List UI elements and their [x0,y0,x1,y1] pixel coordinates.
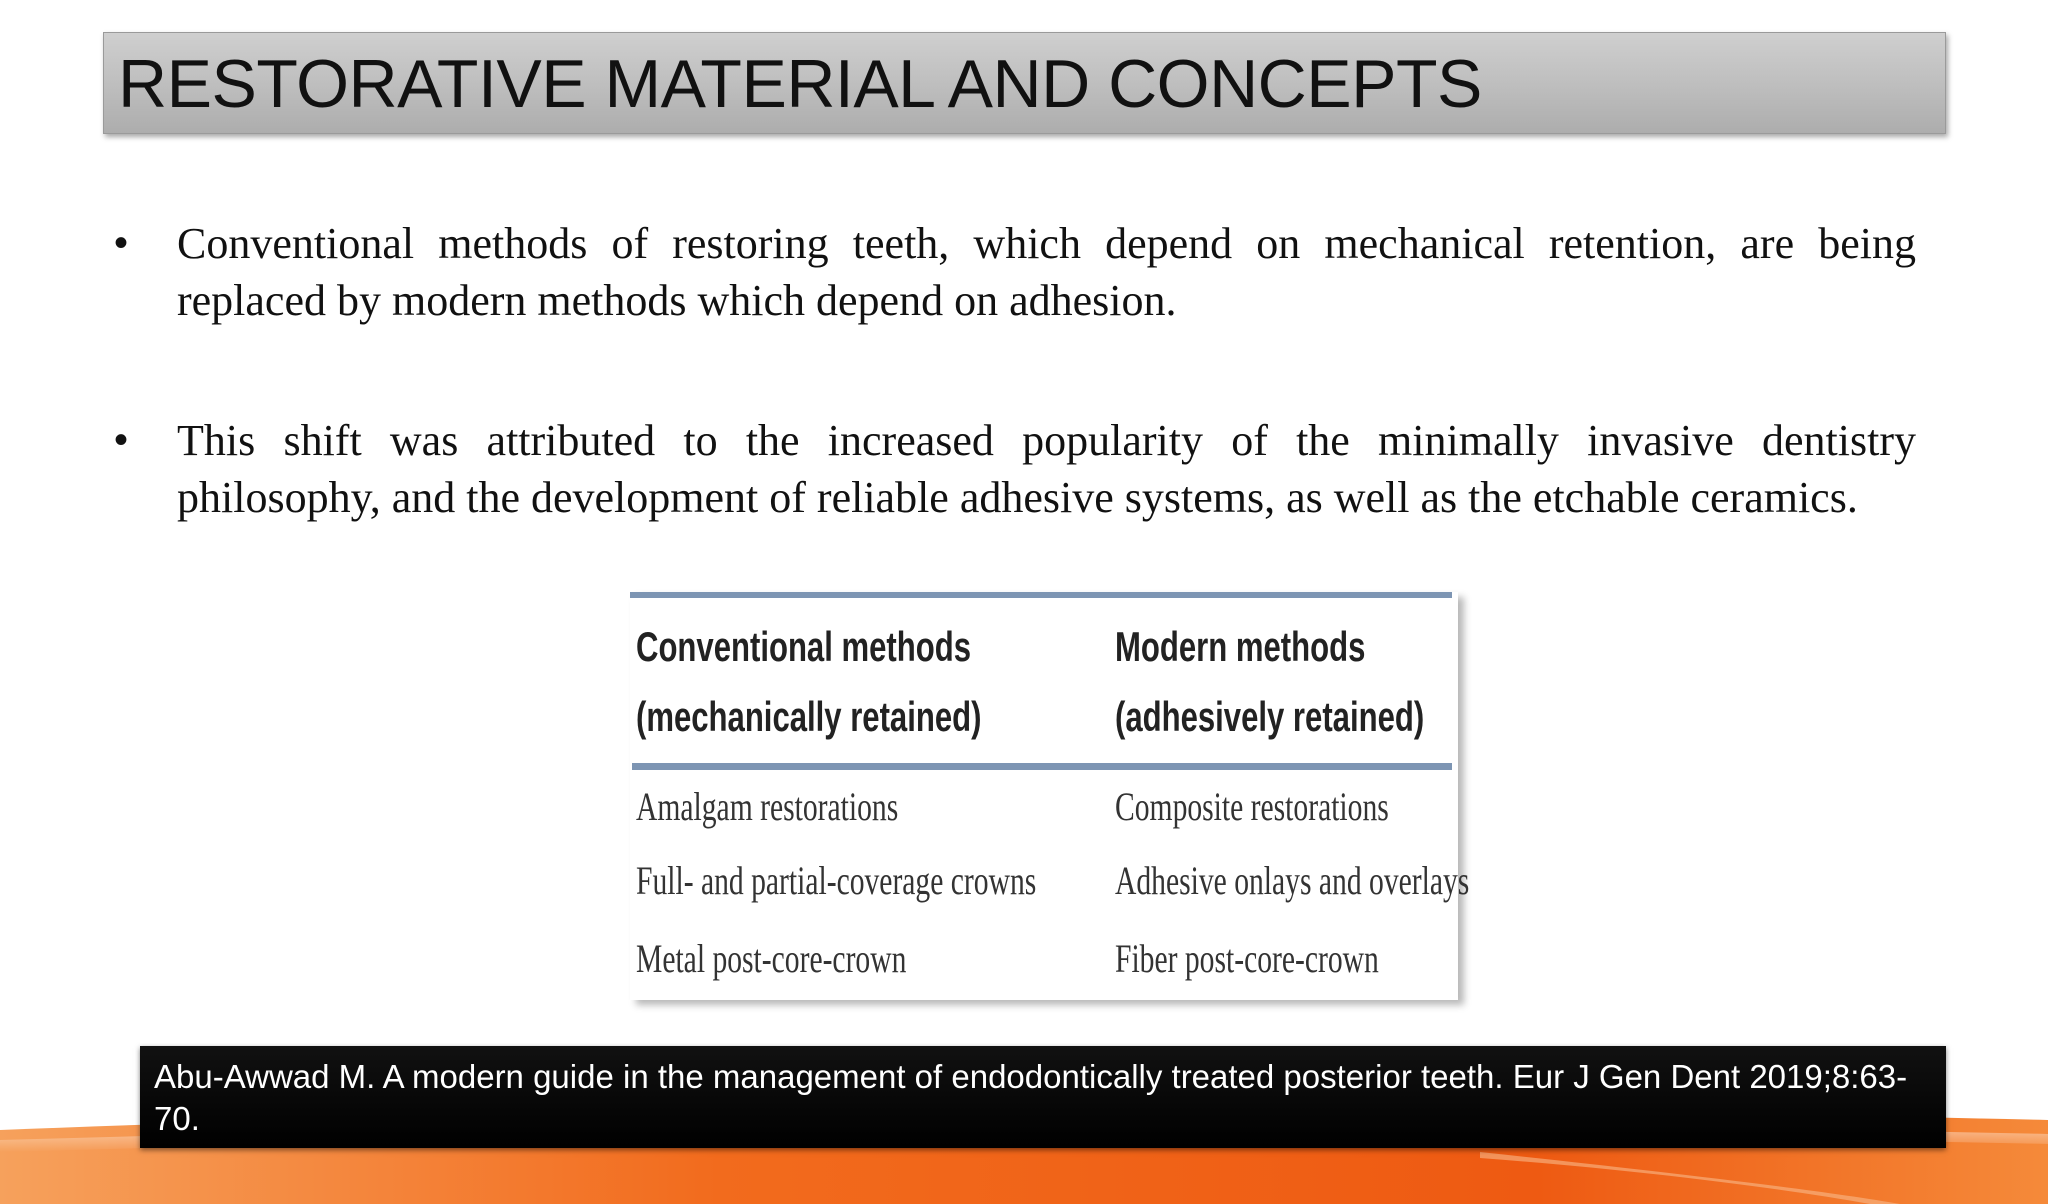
bullet-item [110,215,1916,329]
table-cell: Fiber post-core-crown [1115,936,1379,981]
slide-title: RESTORATIVE MATERIAL AND CONCEPTS [118,46,1482,122]
table-header-conventional [636,612,981,752]
table-cell: Full- and partial-coverage crowns [636,858,1037,903]
bullet-text: Conventional methods of restoring teeth, which depend on mechanical retention, are being replaced by modern methods which depend on adhesion. [177,219,1916,325]
table-cell: Adhesive onlays and overlays [1115,858,1470,903]
table-header-rule [632,763,1452,770]
title-bar [103,32,1946,134]
table-cell: Composite restorations [1115,784,1389,829]
table-header-modern [1115,612,1424,752]
bullet-text: This shift was attributed to the increased popularity of the minimally invasive dentistry philosophy, and the development of reliable adhesive systems, as well as the etchable ceramics. [177,416,1916,522]
citation-box: Abu-Awwad M. A modern guide in the management of endodontically treated posterior teeth. Eur J Gen Dent 2019;8:63-70. [140,1046,1946,1148]
table-header-line: Modern methods [1115,623,1366,670]
table-header-line: (mechanically retained) [636,693,982,740]
table-top-rule [630,592,1452,598]
bullet-item [110,412,1916,526]
bullet-dot-icon: • [114,221,129,265]
table-cell: Amalgam restorations [636,784,899,829]
table-header-line: Conventional methods [636,623,972,670]
bullet-list [110,215,1916,526]
table-header-line: (adhesively retained) [1115,693,1425,740]
bullet-dot-icon: • [114,418,129,462]
table-cell: Metal post-core-crown [636,936,907,981]
comparison-table-image [630,592,1470,1000]
